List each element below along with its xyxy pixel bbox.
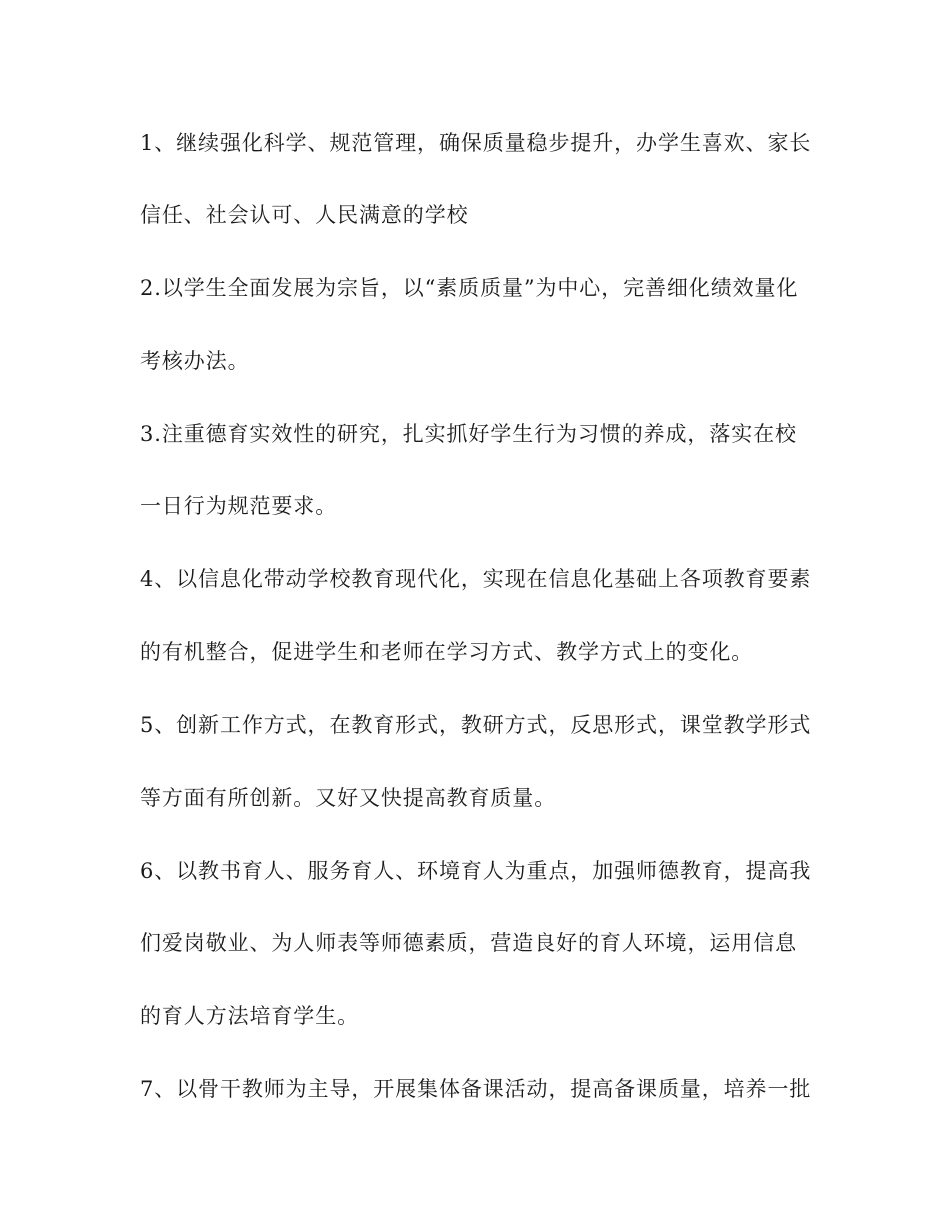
text-line-12: 们爱岗敬业、为人师表等师德素质，营造良好的育人环境，运用信息 bbox=[140, 931, 797, 955]
text-line-7: 4、以信息化带动学校教育现代化，实现在信息化基础上各项教育要素 bbox=[140, 567, 812, 591]
text-line-5: 3.注重德育实效性的研究，扎实抓好学生行为习惯的养成，落实在校 bbox=[140, 422, 797, 446]
text-line-13: 的育人方法培育学生。 bbox=[140, 1004, 359, 1028]
text-line-11: 6、以教书育人、服务育人、环境育人为重点，加强师德教育，提高我 bbox=[140, 859, 812, 883]
text-line-2: 信任、社会认可、人民满意的学校 bbox=[140, 203, 469, 227]
text-line-14: 7、以骨干教师为主导，开展集体备课活动，提高备课质量，培养一批 bbox=[140, 1077, 812, 1101]
text-line-1: 1、继续强化科学、规范管理，确保质量稳步提升，办学生喜欢、家长 bbox=[140, 131, 812, 155]
text-line-9: 5、创新工作方式，在教育形式，教研方式，反思形式，课堂教学形式 bbox=[140, 713, 812, 737]
text-line-10: 等方面有所创新。又好又快提高教育质量。 bbox=[140, 786, 557, 810]
text-line-4: 考核办法。 bbox=[140, 349, 250, 373]
text-line-3: 2.以学生全面发展为宗旨，以“素质质量”为中心，完善细化绩效量化 bbox=[140, 276, 799, 300]
text-line-8: 的有机整合，促进学生和老师在学习方式、教学方式上的变化。 bbox=[140, 640, 754, 664]
text-line-6: 一日行为规范要求。 bbox=[140, 494, 338, 518]
